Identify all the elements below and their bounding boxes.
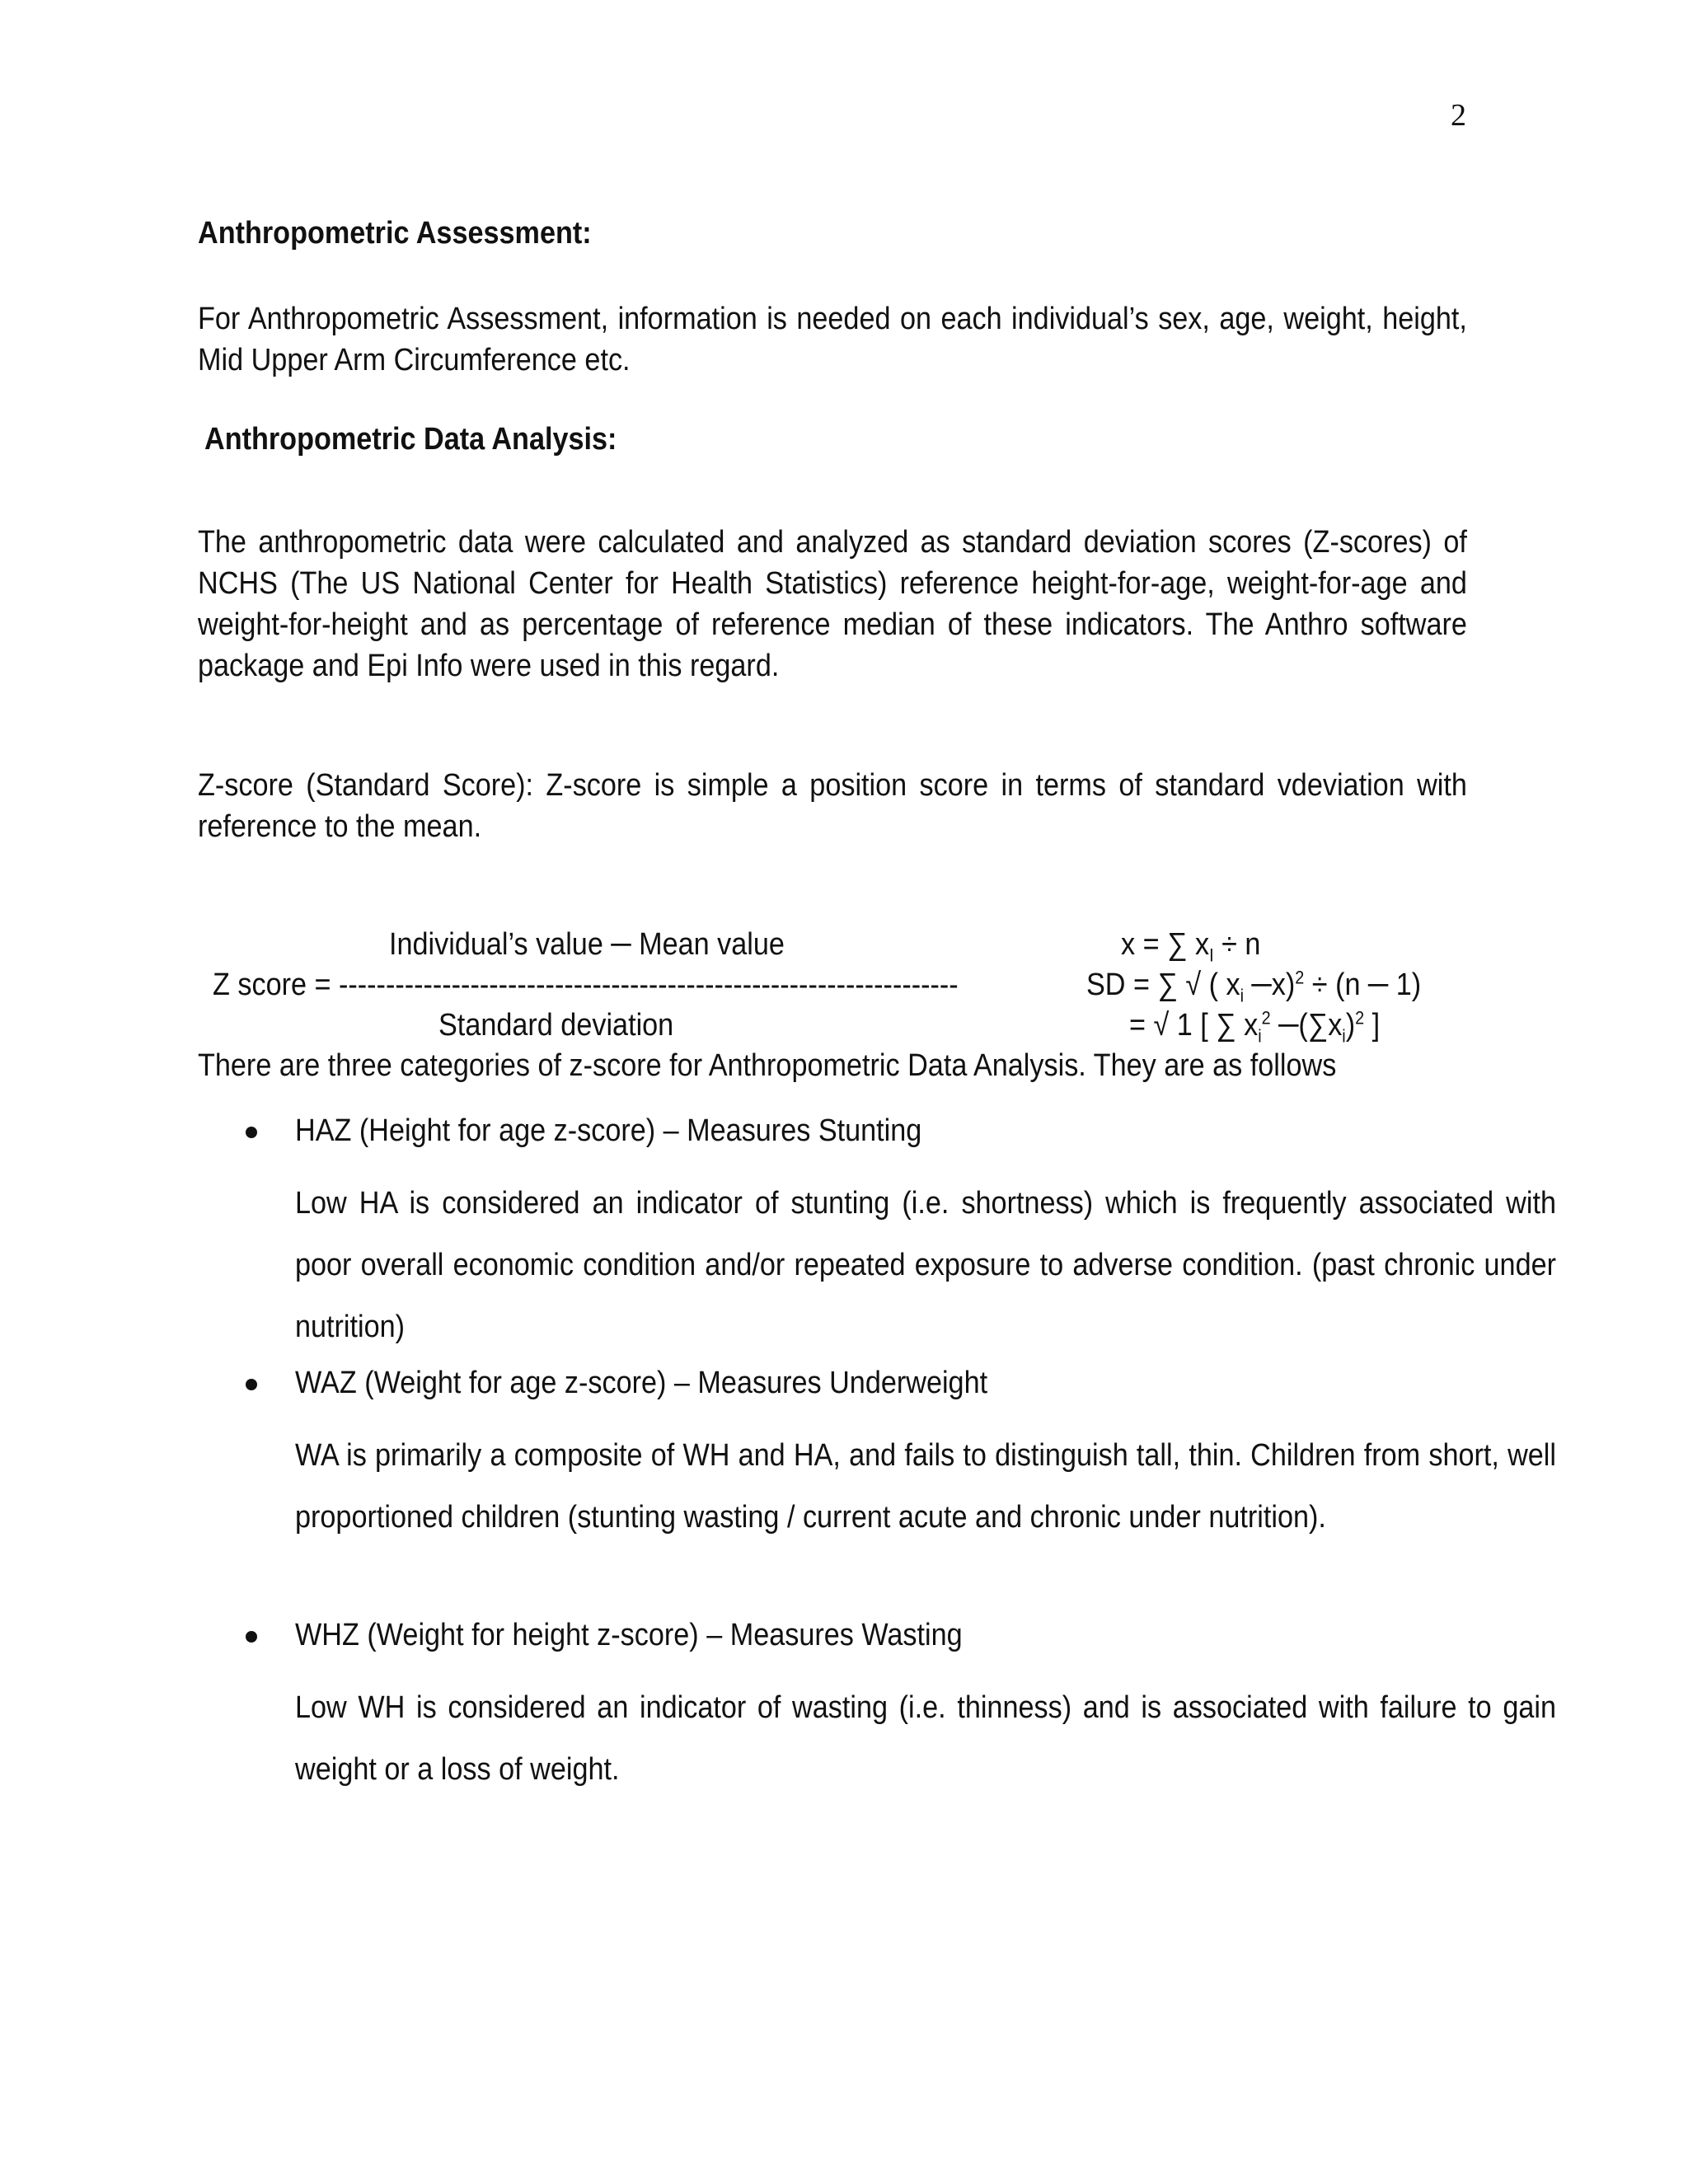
bullet-icon (246, 1631, 257, 1643)
list-item-description: Low HA is considered an indicator of stunting (i.e. shortness) which is frequently associated with poor overall economic condition and/or repeated exposure to adverse condition. (past chronic under nutrition) (295, 1186, 1556, 1344)
assessment-paragraph: For Anthropometric Assessment, information is needed on each individual’s sex, age, weight, height, Mid Upper Arm Circumference etc. (198, 302, 1467, 377)
list-item-label: WAZ (Weight for age z-score) – Measures Underweight (295, 1366, 988, 1400)
bullet-icon (246, 1379, 257, 1390)
list-item-description: WA is primarily a composite of WH and HA, and fails to distinguish tall, thin. Children from short, well proportioned children (stunting wasting / current acute and chronic under nutrition). (295, 1438, 1556, 1535)
formula-sd: SD = ∑ √ ( $x_i$ ─x)$^2$ ÷ (n ─ 1) (1086, 967, 1422, 1006)
formula-numerator: Individual’s value ─ Mean value (389, 927, 785, 962)
formula-mean: x = ∑ $x_I \div n$ (1121, 927, 1261, 966)
formula-denominator: Standard deviation (438, 1008, 674, 1043)
section-heading-assessment: Anthropometric Assessment: (198, 216, 592, 251)
list-item-label: WHZ (Weight for height z-score) – Measures Wasting (295, 1618, 963, 1652)
section-heading-data-analysis: Anthropometric Data Analysis: (204, 422, 617, 457)
formula-lhs: Z score = ------------------------------------------------------------------ (213, 968, 959, 1002)
list-item-label: HAZ (Height for age z-score) – Measures Stunting (295, 1113, 922, 1148)
bullet-icon (246, 1127, 257, 1138)
categories-intro: There are three categories of z-score for Anthropometric Data Analysis. They are as follows (198, 1048, 1337, 1083)
list-item-description: Low WH is considered an indicator of wasting (i.e. thinness) and is associated with failure to gain weight or a loss of weight. (295, 1690, 1556, 1787)
formula-sd-alt: = √ 1 [ ∑ $x_i^2$ $─(\sum x_i)^2$ ] (1129, 1007, 1381, 1047)
data-analysis-paragraph: The anthropometric data were calculated and analyzed as standard deviation scores (Z-scores) of NCHS (The US National Center for Health Statistics) reference height-for-age, weight-for-age and weight-for-height and as percentage of reference median of these indicators. The Anthro software package and Epi Info were used in this regard. (198, 525, 1467, 683)
zscore-definition-paragraph: Z-score (Standard Score): Z-score is simple a position score in terms of standard vdeviation with reference to the mean. (198, 768, 1467, 844)
page-number: 2 (1451, 98, 1466, 133)
